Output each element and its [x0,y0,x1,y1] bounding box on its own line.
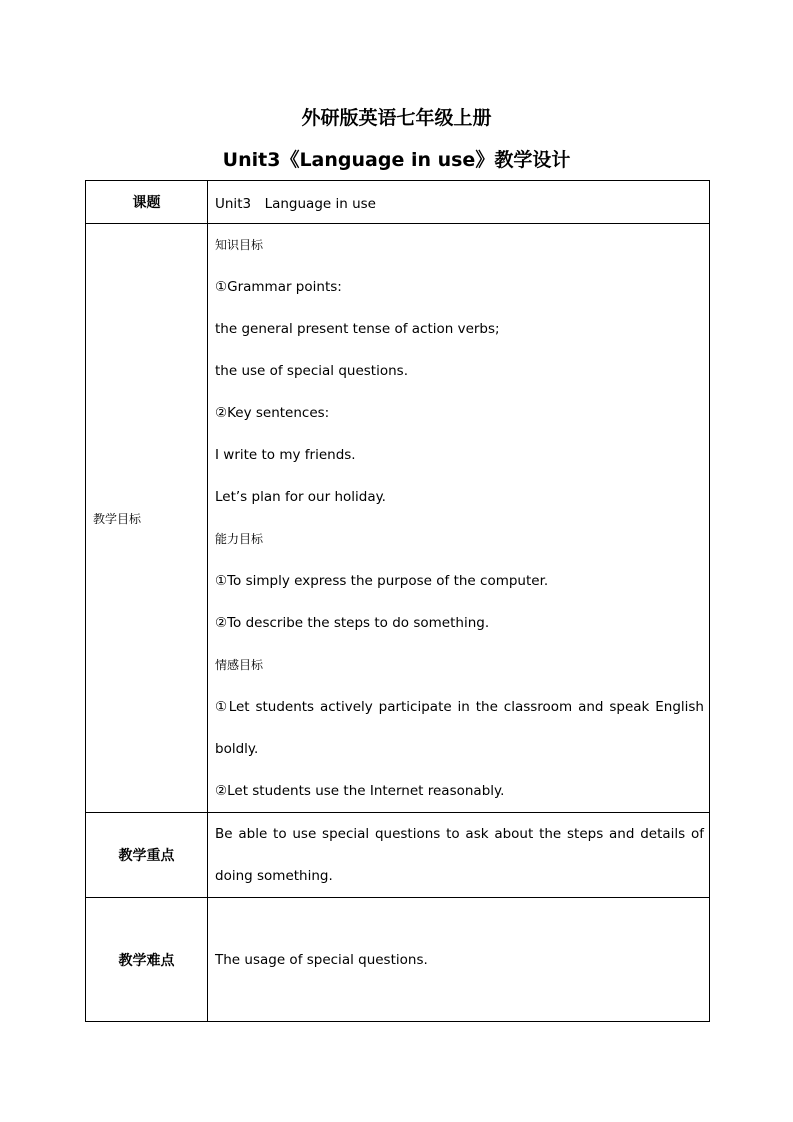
objective-line: Let’s plan for our holiday. [215,489,386,505]
topic-label: 课题 [86,181,208,224]
difficulties-row [86,898,710,1022]
key-points-label: 教学重点 [86,813,208,898]
difficulties-label: 教学难点 [86,898,208,1022]
document-subtitle: Unit3《Language in use》教学设计 [222,149,571,171]
objective-line: boldly. [215,741,259,757]
objective-line: ①Grammar points: [215,279,342,295]
objective-line: ②Let students use the Internet reasonably. [215,783,505,799]
key-points-content [208,813,710,898]
emotion-goals-heading: 情感目标 [215,658,264,672]
knowledge-goals-heading: 知识目标 [215,238,264,252]
objective-line: ①To simply express the purpose of the computer. [215,573,549,589]
objective-line: ②Key sentences: [215,405,330,421]
objective-line: the general present tense of action verbs; [215,321,500,337]
topic-value: Unit3 Language in use [208,181,710,224]
objectives-content [208,224,710,813]
objective-line: the use of special questions. [215,363,408,379]
objective-line: ①Let students actively participate in the classroom and speak English [215,699,704,715]
topic-row [86,181,710,224]
objective-line: I write to my friends. [215,447,356,463]
ability-goals-heading: 能力目标 [215,532,264,546]
key-point-line: doing something. [215,868,333,884]
objectives-row [86,224,710,813]
document-title: 外研版英语七年级上册 [301,107,492,129]
objective-line: ②To describe the steps to do something. [215,615,490,631]
key-point-line: Be able to use special questions to ask about the steps and details of [215,826,704,842]
lesson-plan-table [85,180,710,1022]
objectives-label: 教学目标 [86,224,208,813]
difficulties-value: The usage of special questions. [208,898,710,1022]
key-points-row [86,813,710,898]
